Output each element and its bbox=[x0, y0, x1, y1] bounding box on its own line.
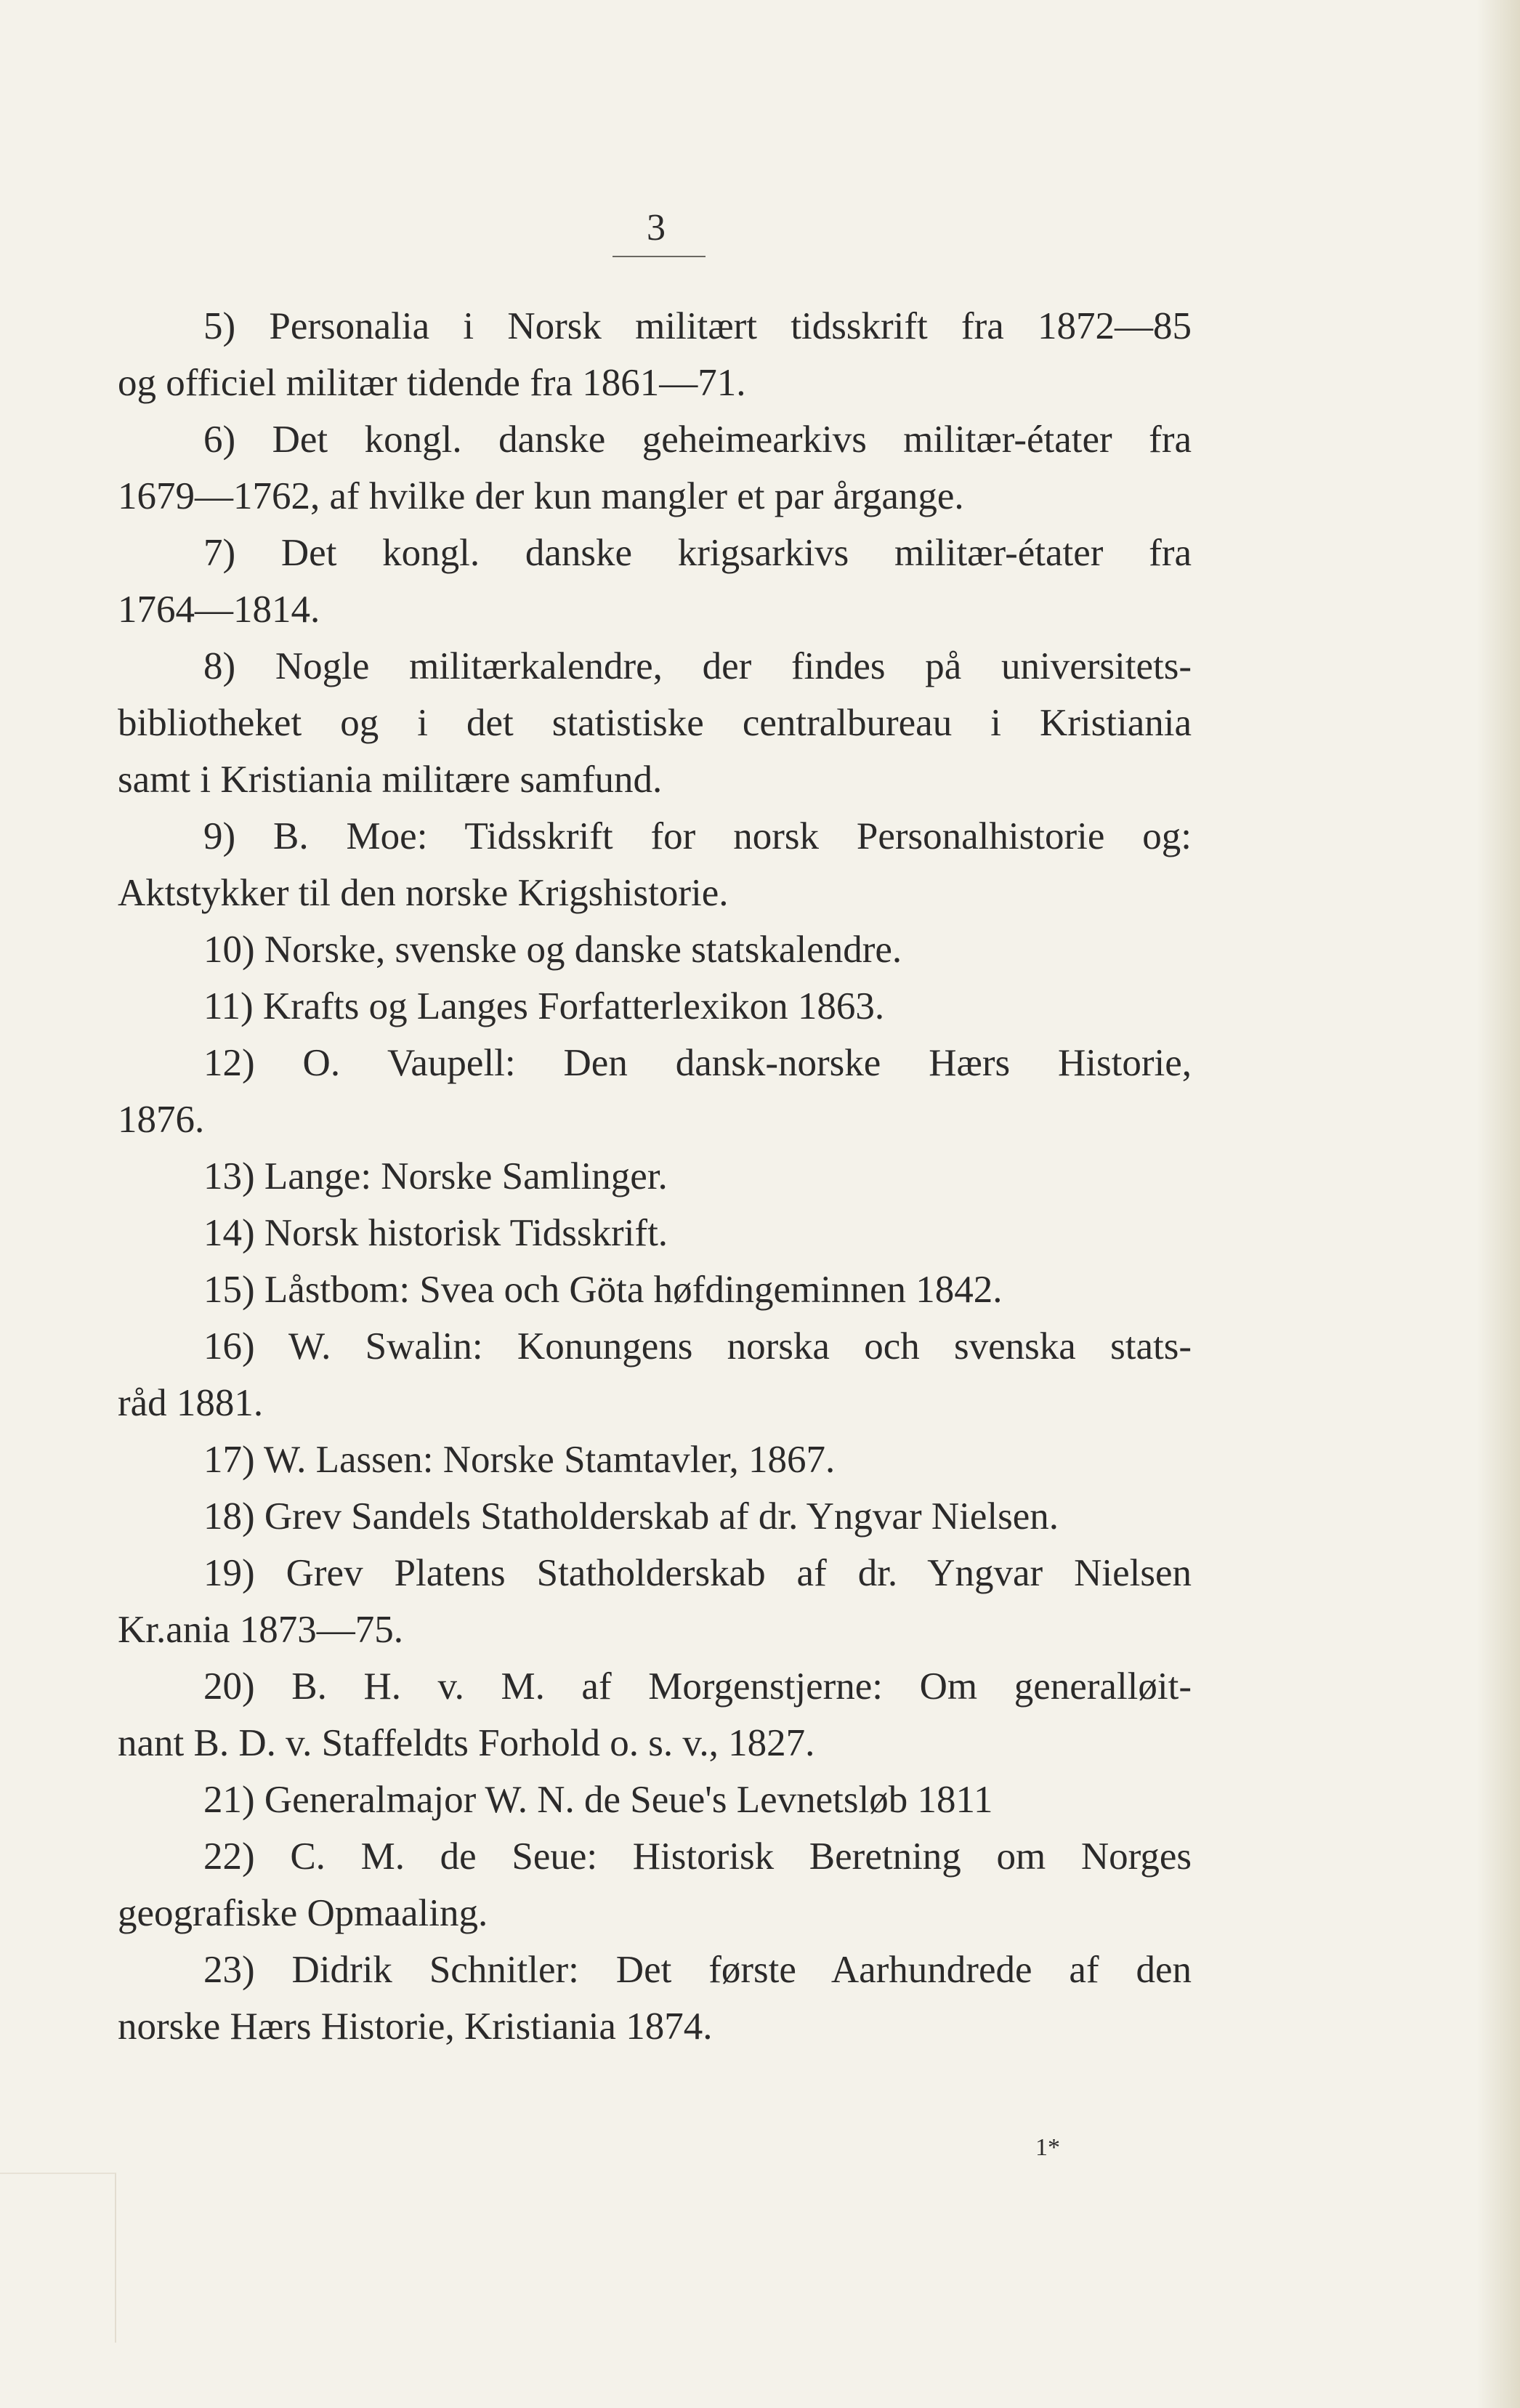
page-number: 3 bbox=[647, 207, 666, 249]
text-line: 16) W. Swalin: Konungens norska och svenska stats- bbox=[203, 1325, 1192, 1367]
text-line: geografiske Opmaaling. bbox=[118, 1892, 488, 1934]
text-line: og officiel militær tidende fra 1861—71. bbox=[118, 362, 746, 404]
text-line: 17) W. Lassen: Norske Stamtavler, 1867. bbox=[203, 1439, 836, 1481]
text-line: 6) Det kongl. danske geheimearkivs militær-étater fra bbox=[203, 419, 1192, 461]
text-line: 11) Krafts og Langes Forfatterlexikon 1863. bbox=[203, 985, 885, 1027]
text-line: nant B. D. v. Staffeldts Forhold o. s. v., 1827. bbox=[118, 1722, 815, 1764]
text-line: 23) Didrik Schnitler: Det første Aarhundrede af den bbox=[203, 1949, 1192, 1991]
text-line: 15) Låstbom: Svea och Göta høfdingeminnen 1842. bbox=[203, 1269, 1003, 1311]
text-line: 7) Det kongl. danske krigsarkivs militær-étater fra bbox=[203, 532, 1192, 574]
text-line: 5) Personalia i Norsk militært tidsskrift fra 1872—85 bbox=[203, 305, 1192, 347]
text-line: 8) Nogle militærkalendre, der findes på universitets- bbox=[203, 645, 1192, 687]
binding-shadow bbox=[1476, 0, 1520, 2408]
bibliography-list bbox=[118, 298, 1192, 2055]
text-line: 18) Grev Sandels Statholderskab af dr. Yngvar Nielsen. bbox=[203, 1495, 1059, 1538]
text-line: 21) Generalmajor W. N. de Seue's Levnetsløb 1811 bbox=[203, 1779, 993, 1821]
page-number-rule bbox=[613, 256, 706, 257]
text-line: Kr.ania 1873—75. bbox=[118, 1609, 404, 1651]
text-line: 9) B. Moe: Tidsskrift for norsk Personalhistorie og: bbox=[203, 815, 1192, 857]
text-line: Aktstykker til den norske Krigshistorie. bbox=[118, 872, 729, 914]
text-line: 14) Norsk historisk Tidsskrift. bbox=[203, 1212, 668, 1254]
text-line: bibliotheket og i det statistiske centralbureau i Kristiania bbox=[118, 702, 1192, 744]
text-line: 13) Lange: Norske Samlinger. bbox=[203, 1155, 668, 1197]
text-line: 19) Grev Platens Statholderskab af dr. Yngvar Nielsen bbox=[203, 1552, 1192, 1594]
text-line: 1764—1814. bbox=[118, 589, 320, 631]
text-line: 12) O. Vaupell: Den dansk-norske Hærs Historie, bbox=[203, 1042, 1192, 1084]
paper-edge-mark bbox=[0, 2173, 116, 2343]
signature-mark: 1* bbox=[1035, 2134, 1060, 2161]
text-line: 10) Norske, svenske og danske statskalendre. bbox=[203, 929, 902, 971]
text-line: norske Hærs Historie, Kristiania 1874. bbox=[118, 2005, 713, 2048]
text-line: 1679—1762, af hvilke der kun mangler et par årgange. bbox=[118, 475, 964, 517]
text-line: 20) B. H. v. M. af Morgenstjerne: Om generalløit- bbox=[203, 1665, 1192, 1708]
text-line: 22) C. M. de Seue: Historisk Beretning om Norges bbox=[203, 1835, 1192, 1878]
text-line: råd 1881. bbox=[118, 1382, 264, 1424]
text-line: samt i Kristiania militære samfund. bbox=[118, 759, 663, 801]
text-line: 1876. bbox=[118, 1099, 205, 1141]
